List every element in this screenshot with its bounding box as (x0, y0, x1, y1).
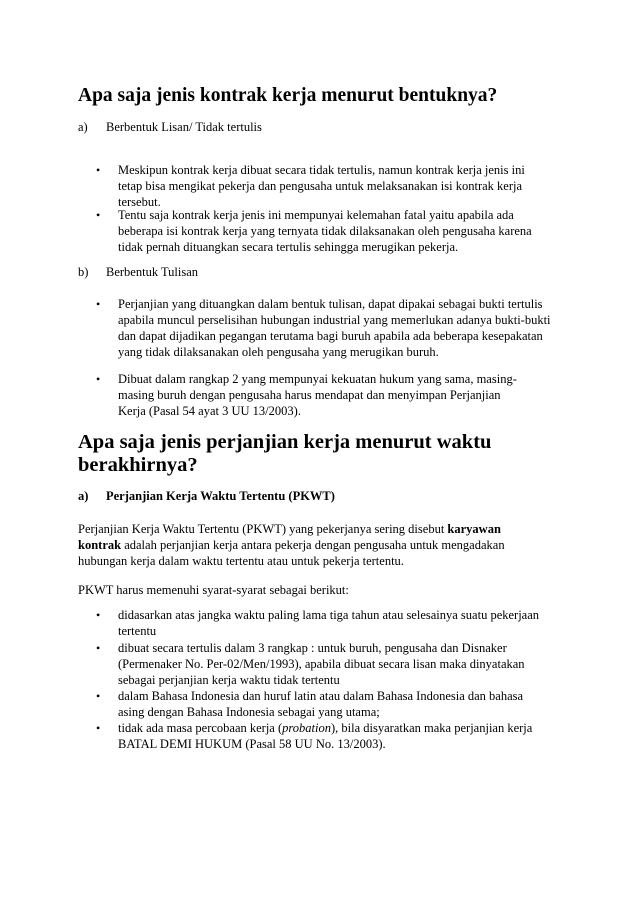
text-line (118, 720, 532, 736)
text-span-bold: karyawan (447, 522, 501, 536)
text-line: Dibuat dalam rangkap 2 yang mempunyai kekuatan hukum yang sama, masing- (118, 372, 517, 386)
bullet-icon: • (96, 721, 101, 735)
section-1b-label: b) (78, 265, 89, 279)
bullet-icon: • (96, 297, 101, 311)
text-line: dan dapat dijadikan pegangan terutama bagi buruh apabila ada beberapa kesepakatan (118, 329, 543, 343)
text-line: dalam Bahasa Indonesia dan huruf latin atau dalam Bahasa Indonesia dan bahasa (118, 689, 524, 703)
text-span-italic: probation (282, 721, 332, 735)
bullet-icon: • (96, 608, 101, 622)
text-line: tertentu (118, 624, 157, 638)
bullet-icon: • (96, 163, 101, 177)
text-line: tetap bisa mengikat pekerja dan pengusaha untuk melaksanakan isi kontrak kerja (118, 179, 523, 193)
text-line: apabila muncul perselisihan hubungan industrial yang memerlukan adanya bukti-bukti (118, 313, 551, 327)
paragraph-line (78, 537, 505, 553)
text-line: yang tidak dilaksanakan oleh pengusaha yang merugikan buruh. (118, 345, 439, 359)
section-2a-heading: Perjanjian Kerja Waktu Tertentu (PKWT) (106, 489, 335, 503)
section-1a-label: a) (78, 120, 88, 134)
text-line: Meskipun kontrak kerja dibuat secara tidak tertulis, namun kontrak kerja jenis ini (118, 163, 525, 177)
section-2-title: Apa saja jenis perjanjian kerja menurut waktu (78, 431, 492, 453)
text-line: Perjanjian yang dituangkan dalam bentuk tulisan, dapat dipakai sebagai bukti tertulis (118, 297, 543, 311)
text-span: adalah perjanjian kerja antara pekerja dengan pengusaha untuk mengadakan (121, 538, 505, 552)
text-line: sebagai perjanjian kerja waktu tidak tertentu (118, 673, 340, 687)
text-line: asing dengan Bahasa Indonesia sebagai yang utama; (118, 705, 380, 719)
paragraph-line (78, 521, 501, 537)
text-span: ), bila disyaratkan maka perjanjian kerja (331, 721, 533, 735)
bullet-icon: • (96, 641, 101, 655)
section-2-title-cont: berakhirnya? (78, 454, 198, 476)
text-line: BATAL DEMI HUKUM (Pasal 58 UU No. 13/2003). (118, 737, 386, 751)
text-span-bold: kontrak (78, 538, 122, 552)
section-1-title: Apa saja jenis kontrak kerja menurut bentuknya? (78, 85, 498, 106)
text-line: dibuat secara tertulis dalam 3 rangkap : untuk buruh, pengusaha dan Disnaker (118, 641, 507, 655)
bullet-icon: • (96, 689, 101, 703)
section-1b-heading: Berbentuk Tulisan (106, 265, 199, 279)
text-line: Kerja (Pasal 54 ayat 3 UU 13/2003). (118, 404, 301, 418)
paragraph-line: PKWT harus memenuhi syarat-syarat sebagai berikut: (78, 583, 349, 597)
text-line: masing buruh dengan pengusaha harus mendapat dan menyimpan Perjanjian (118, 388, 501, 402)
text-line: tersebut. (118, 195, 161, 209)
bullet-icon: • (96, 208, 101, 222)
bullet-icon: • (96, 372, 101, 386)
section-1a-heading: Berbentuk Lisan/ Tidak tertulis (106, 120, 262, 134)
text-line: tidak pernah dituangkan secara tertulis sehingga merugikan pekerja. (118, 240, 459, 254)
text-span: tidak ada masa percobaan kerja ( (118, 721, 283, 735)
text-line: (Permenaker No. Per-02/Men/1993), apabila dibuat secara lisan maka dinyatakan (118, 657, 525, 671)
section-2a-label: a) (78, 489, 89, 503)
text-line: Tentu saja kontrak kerja jenis ini mempunyai kelemahan fatal yaitu apabila ada (118, 208, 514, 222)
text-span: Perjanjian Kerja Waktu Tertentu (PKWT) yang pekerjanya sering disebut (78, 522, 448, 536)
paragraph-line: hubungan kerja dalam waktu tertentu atau untuk pekerja tertentu. (78, 554, 404, 568)
text-line: beberapa isi kontrak kerja yang ternyata tidak dilaksanakan oleh pengusaha karena (118, 224, 532, 238)
text-line: didasarkan atas jangka waktu paling lama tiga tahun atau selesainya suatu pekerjaan (118, 608, 540, 622)
